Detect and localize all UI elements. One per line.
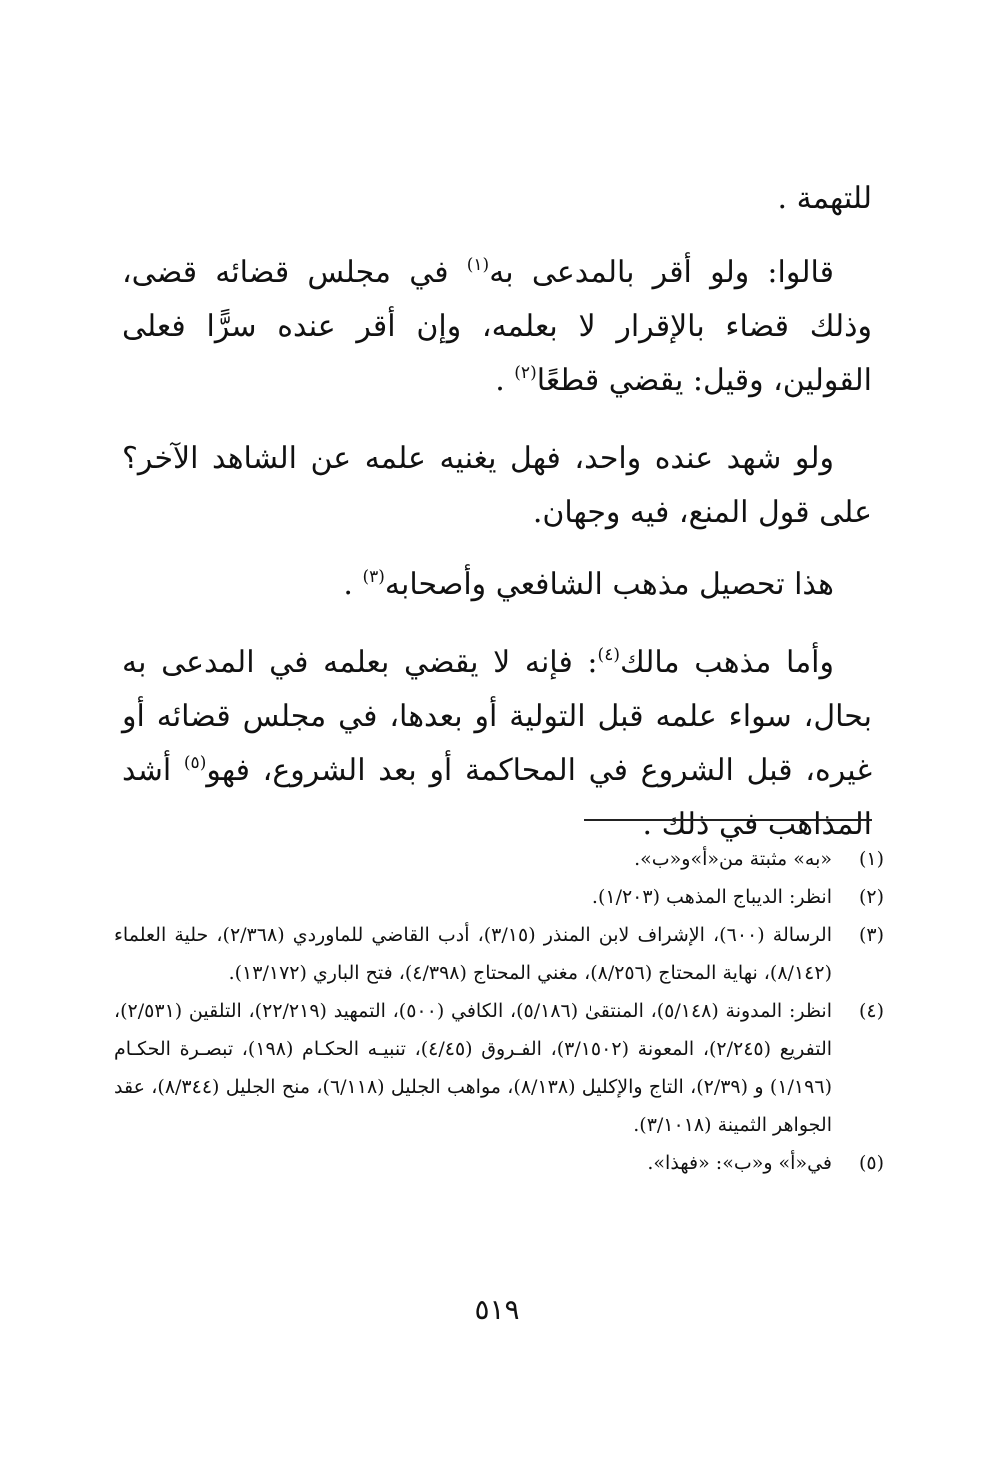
footnotes-section [114,840,884,1182]
paragraph-2-text-c: . [495,363,515,398]
paragraph-1 [122,172,872,226]
footnote-4 [114,992,884,1144]
footnote-text: في«أ» و«ب»: «فهذا». [647,1152,832,1174]
paragraph-5-text-c: أشد المذاهب في ذلك . [122,753,872,842]
footnote-ref-4: (٤) [597,645,620,665]
footnote-number: (٥) [858,1152,884,1174]
footnote-text: انظر: المدونة (٥/١٤٨)، المنتقىٰ (٥/١٨٦)، الكافي (٥٠٠)، التمهيد (٢٢/٢١٩)، التلقين (٢/٥٣١)، التفريع (٢/٢٤٥)، المعونة (٣/١٥٠٢)، الفـروق (٤/٤٥)، تنبيـه الحكـام (١٩٨)، تبصـرة الحكـام (١/١٩٦) و (٢/٣٩)، التاج والإكليل (٨/١٣٨)، مواهب الجليل (٦/١١٨)، منح الجليل (٨/٣٤٤)، عقد الجواهر الثمينة (٣/١٠١٨). [114,1000,833,1136]
footnote-separator [584,819,872,821]
paragraph-4-text-a: هذا تحصيل مذهب الشافعي وأصحابه [384,567,834,602]
paragraph-4-text-b: . [343,567,363,602]
footnote-ref-5: (٥) [183,753,207,773]
footnote-3 [114,916,884,992]
paragraph-3 [122,432,872,540]
paragraph-3-text: ولو شهد عنده واحد، فهل يغنيه علمه عن الشاهد الآخر؟ على قول المنع، فيه وجهان. [122,441,872,530]
footnote-number: (٣) [858,924,884,946]
paragraph-4 [122,558,872,612]
footnote-number: (٢) [858,886,884,908]
footnote-number: (١) [858,848,884,870]
footnote-ref-1: (١) [466,255,490,275]
footnote-2 [114,878,884,916]
footnote-text: «به» مثبتة من«أ»و«ب». [634,848,832,870]
paragraph-2 [122,246,872,408]
footnote-5 [114,1144,884,1182]
page-number: ٥١٩ [474,1293,520,1326]
paragraph-5-text-a: وأما مذهب مالك [619,645,834,680]
footnote-1 [114,840,884,878]
footnote-ref-3: (٣) [362,567,385,587]
paragraph-2-text-b: في مجلس قضائه قضى، وذلك قضاء بالإقرار لا بعلمه، وإن أقر عنده سرًّا فعلى القولين، وقيل: يقضي قطعًا [122,255,872,398]
footnote-number: (٤) [858,1000,884,1022]
footnote-text: انظر: الديباج المذهب (١/٢٠٣). [591,886,832,908]
footnote-ref-2: (٢) [514,363,537,383]
paragraph-1-text: للتهمة . [777,181,872,216]
paragraph-5-text-b: : فإنه لا يقضي بعلمه في المدعى به بحال، سواء علمه قبل التولية أو بعدها، في مجلس قضائه أو غيره، قبل الشروع في المحاكمة أو بعد الشروع، فهو [122,645,873,788]
footnote-text: الرسالة (٦٠٠)، الإشراف لابن المنذر (٣/١٥)، أدب القاضي للماوردي (٢/٣٦٨)، حلية العلماء (٨/١٤٢)، نهاية المحتاج (٨/٢٥٦)، مغني المحتاج (٤/٣٩٨)، فتح الباري (١٣/١٧٢). [114,924,832,984]
paragraph-2-text-a: قالوا: ولو أقر بالمدعى به [489,255,834,290]
